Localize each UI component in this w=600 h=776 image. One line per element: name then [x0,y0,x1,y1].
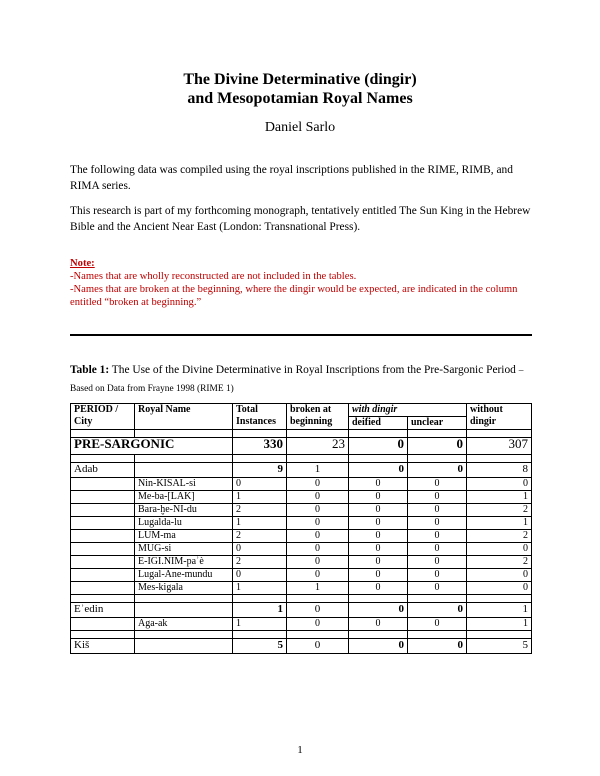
royal-name: Mes-kigala [135,582,233,595]
city-blank [71,569,135,582]
row-broken: 0 [287,556,349,569]
period-total: 330 [233,438,287,455]
table-row [71,569,532,582]
row-broken: 0 [287,569,349,582]
spacer-cell [233,631,287,639]
row-deified: 0 [349,517,408,530]
caption-text: The Use of the Divine Determinative in Royal Inscriptions from the Pre-Sargonic Period [111,364,516,376]
row-broken: 0 [287,504,349,517]
row-unclear: 0 [408,478,467,491]
row-without: 2 [467,556,532,569]
row-unclear: 0 [408,618,467,631]
row-without: 2 [467,530,532,543]
document-title-line1: The Divine Determinative (dingir) [183,71,417,88]
row-total: 1 [233,618,287,631]
row-unclear: 0 [408,556,467,569]
spacer-cell [349,595,408,603]
city-name: Eʾedin [71,603,135,618]
spacer-cell [467,455,532,463]
row-broken: 1 [287,582,349,595]
city-row [71,639,532,654]
header-without-dingir: without dingir [467,404,532,430]
note-item: -Names that are broken at the beginning, where the dingir would be expected, are indicated in the column entitled “broken at beginning.” [70,284,518,308]
royal-name: E-IGI.NIM-paʾè [135,556,233,569]
row-deified: 0 [349,478,408,491]
spacer-cell [349,455,408,463]
spacer-cell [233,430,287,438]
period-without: 307 [467,438,532,455]
city-name: Adab [71,463,135,478]
table-row [71,618,532,631]
spacer-cell [287,430,349,438]
table-row [71,530,532,543]
row-unclear: 0 [408,543,467,556]
row-broken: 0 [287,530,349,543]
caption-source: – Based on Data from Frayne 1998 (RIME 1) [70,366,524,394]
spacer-row [71,631,532,639]
row-unclear: 0 [408,491,467,504]
spacer-cell [135,631,233,639]
city-blank [71,530,135,543]
city-total: 9 [233,463,287,478]
row-unclear: 0 [408,517,467,530]
city-blank [71,582,135,595]
intro-paragraph-2: This research is part of my forthcoming monograph, tentatively entitled The Sun King in the Hebrew Bible and the Ancient Near East (London: Transnational Press). [70,205,531,233]
row-broken: 0 [287,478,349,491]
table-header-row [71,404,532,417]
table-row [71,491,532,504]
spacer-cell [233,455,287,463]
city-deified: 0 [349,463,408,478]
spacer-row [71,595,532,603]
note-block [70,257,540,309]
spacer-cell [467,595,532,603]
spacer-cell [71,430,135,438]
row-unclear: 0 [408,569,467,582]
row-broken: 0 [287,491,349,504]
royal-name: Me-ba-[LAK] [135,491,233,504]
row-total: 0 [233,543,287,556]
city-deified: 0 [349,639,408,654]
spacer-cell [408,455,467,463]
row-broken: 0 [287,517,349,530]
table-row [71,504,532,517]
city-name-spacer [135,639,233,654]
row-total: 2 [233,504,287,517]
header-total: Total Instances [233,404,287,430]
header-royal-name: Royal Name [135,404,233,430]
spacer-cell [71,631,135,639]
city-name: Kiš [71,639,135,654]
royal-name: Lugalda-lu [135,517,233,530]
row-deified: 0 [349,543,408,556]
city-broken: 0 [287,603,349,618]
row-total: 1 [233,517,287,530]
city-total: 5 [233,639,287,654]
period-deified: 0 [349,438,408,455]
row-total: 1 [233,491,287,504]
city-blank [71,517,135,530]
row-without: 2 [467,504,532,517]
row-unclear: 0 [408,582,467,595]
spacer-cell [467,631,532,639]
table-row [71,543,532,556]
row-deified: 0 [349,504,408,517]
city-name-spacer [135,603,233,618]
page-number: 1 [297,744,303,756]
city-without: 5 [467,639,532,654]
row-total: 0 [233,569,287,582]
horizontal-rule [70,334,532,336]
royal-name: Bara-ḫe-NI-du [135,504,233,517]
city-blank [71,543,135,556]
row-total: 1 [233,582,287,595]
royal-name: LUM-ma [135,530,233,543]
row-without: 1 [467,491,532,504]
row-broken: 0 [287,618,349,631]
row-deified: 0 [349,582,408,595]
note-item: -Names that are wholly reconstructed are not included in the tables. [70,271,357,282]
row-unclear: 0 [408,504,467,517]
row-deified: 0 [349,569,408,582]
header-unclear: unclear [408,417,467,430]
spacer-cell [349,631,408,639]
royal-name: Nin-KISAL-si [135,478,233,491]
spacer-cell [135,595,233,603]
royal-name: MUG-si [135,543,233,556]
city-unclear: 0 [408,603,467,618]
city-broken: 1 [287,463,349,478]
spacer-cell [71,595,135,603]
document-title-line2: and Mesopotamian Royal Names [187,90,413,107]
spacer-cell [467,430,532,438]
row-total: 2 [233,530,287,543]
header-broken: broken at beginning [287,404,349,430]
period-row [71,438,532,455]
row-deified: 0 [349,491,408,504]
spacer-row [71,455,532,463]
spacer-cell [349,430,408,438]
period-name: PRE-SARGONIC [71,438,233,455]
header-with-dingir: with dingir [349,404,467,417]
royal-name: Aga-ak [135,618,233,631]
row-deified: 0 [349,618,408,631]
table-row [71,478,532,491]
table-row [71,582,532,595]
row-total: 2 [233,556,287,569]
row-without: 1 [467,517,532,530]
spacer-cell [287,455,349,463]
author: Daniel Sarlo [264,120,336,135]
row-deified: 0 [349,556,408,569]
row-without: 0 [467,569,532,582]
city-without: 1 [467,603,532,618]
city-deified: 0 [349,603,408,618]
spacer-cell [408,631,467,639]
intro-paragraph-1: The following data was compiled using the royal inscriptions published in the RIME, RIMB, and RIMA series. [70,164,513,192]
header-deified: deified [349,417,408,430]
row-unclear: 0 [408,530,467,543]
spacer-cell [135,430,233,438]
row-without: 0 [467,582,532,595]
row-without: 0 [467,543,532,556]
city-blank [71,618,135,631]
table-row [71,556,532,569]
row-without: 0 [467,478,532,491]
header-period-city: PERIOD / City [71,404,135,430]
spacer-cell [287,631,349,639]
note-heading: Note: [70,258,95,269]
period-broken: 23 [287,438,349,455]
city-broken: 0 [287,639,349,654]
period-unclear: 0 [408,438,467,455]
city-unclear: 0 [408,639,467,654]
city-blank [71,478,135,491]
city-unclear: 0 [408,463,467,478]
royal-name: Lugal-Ane-mundu [135,569,233,582]
city-blank [71,504,135,517]
spacer-cell [408,595,467,603]
spacer-cell [71,455,135,463]
spacer-cell [135,455,233,463]
city-blank [71,491,135,504]
spacer-row [71,430,532,438]
city-row [71,463,532,478]
city-without: 8 [467,463,532,478]
row-broken: 0 [287,543,349,556]
row-deified: 0 [349,530,408,543]
data-table [70,403,532,654]
spacer-cell [233,595,287,603]
spacer-cell [408,430,467,438]
spacer-cell [287,595,349,603]
row-total: 0 [233,478,287,491]
row-without: 1 [467,618,532,631]
city-blank [71,556,135,569]
city-row [71,603,532,618]
caption-label: Table 1: [70,364,110,376]
table-row [71,517,532,530]
city-name-spacer [135,463,233,478]
city-total: 1 [233,603,287,618]
table-caption [70,362,540,398]
